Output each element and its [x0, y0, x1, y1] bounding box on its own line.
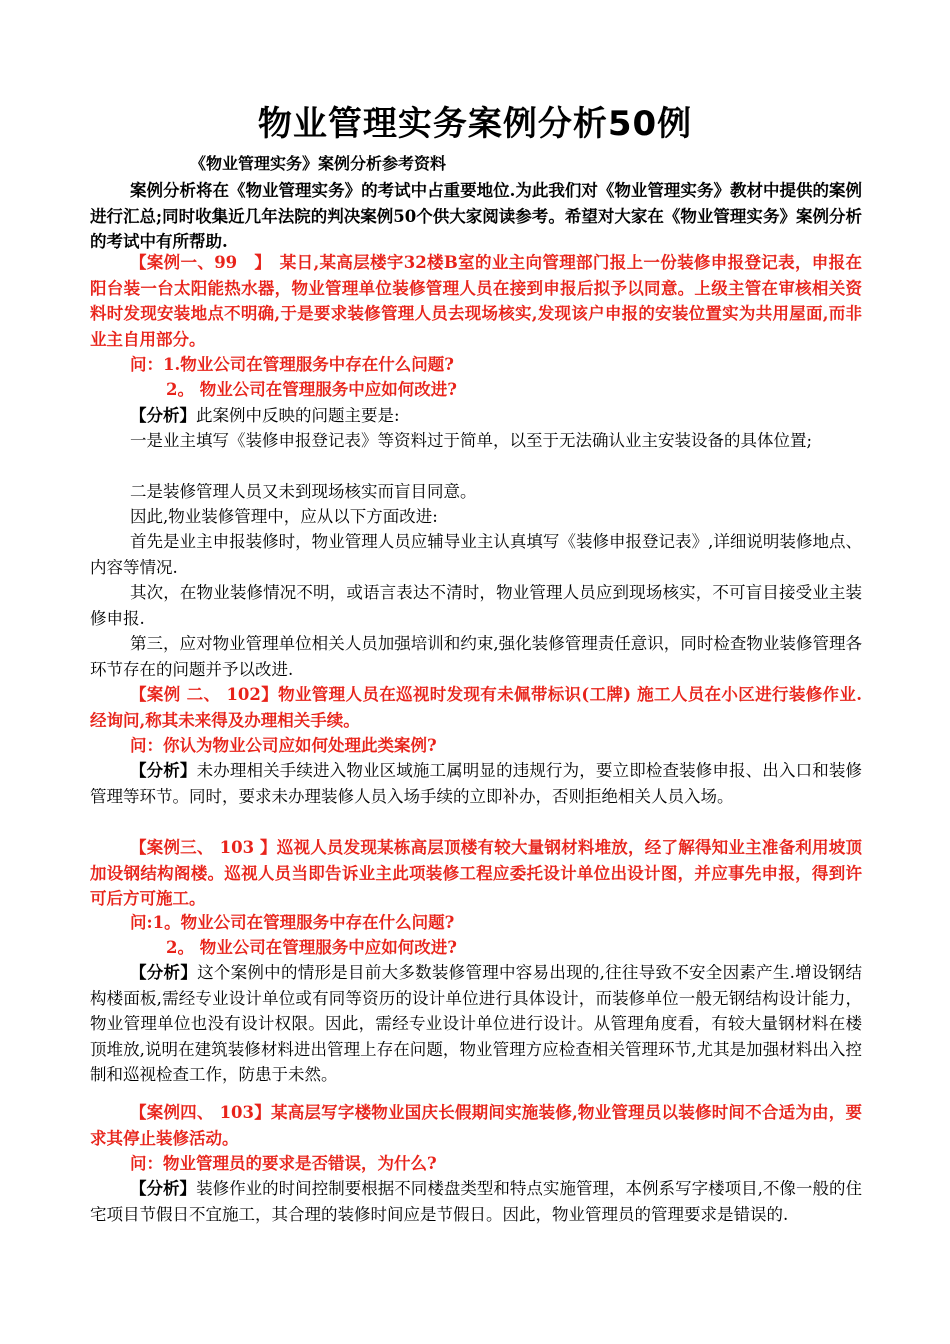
intro-paragraph: 案例分析将在《物业管理实务》的考试中占重要地位.为此我们对《物业管理实务》教材中提供的案例进行汇总;同时收集近几年法院的判决案例50个供大家阅读参考。希望对大家在《物业管理实务》案例分析的考试中有所帮助. [90, 181, 862, 251]
case3-analysis [90, 960, 862, 1088]
case1-question-2: 2。 物业公司在管理服务中应如何改进? [166, 380, 457, 399]
analysis-label: 【分析】 [130, 1179, 197, 1198]
case2-analysis [90, 758, 862, 809]
case2-question: 问：你认为物业公司应如何处理此类案例? [130, 736, 437, 755]
analysis-text: 此案例中反映的问题主要是: [196, 406, 400, 425]
case2-text: 【案例 二、 102】物业管理人员在巡视时发现有未佩带标识(工牌) 施工人员在小区进行装修作业.经询问,称其未来得及办理相关手续。 [90, 685, 862, 730]
case1-point-2: 二是装修管理人员又未到现场核实而盲目同意。 [130, 482, 477, 501]
case1-point-3: 因此,物业装修管理中，应从以下方面改进: [130, 507, 438, 526]
case4-question: 问：物业管理员的要求是否错误，为什么? [130, 1154, 437, 1173]
page-title: 物业管理实务案例分析50例 [257, 104, 693, 144]
case3-question-1: 问:1。物业公司在管理服务中存在什么问题? [130, 913, 455, 932]
case1-analysis-head [90, 403, 862, 429]
case1-point-6: 第三，应对物业管理单位相关人员加强培训和约束,强化装修管理责任意识，同时检查物业装修管理各环节存在的问题并予以改进. [90, 634, 862, 679]
case4-analysis [90, 1176, 862, 1227]
analysis-text: 未办理相关手续进入物业区域施工属明显的违规行为，要立即检查装修申报、出入口和装修管理等环节。同时，要求未办理装修人员入场手续的立即补办，否则拒绝相关人员入场。 [90, 761, 863, 806]
case1-point-4: 首先是业主申报装修时，物业管理人员应辅导业主认真填写《装修申报登记表》,详细说明装修地点、内容等情况. [90, 532, 862, 577]
case1-text: 【案例一、99 】 某日,某高层楼宇32楼B室的业主向管理部门报上一份装修申报登记表，申报在阳台装一台太阳能热水器，物业管理单位装修管理人员在接到申报后拟予以同意。上级主管在审核相关资料时发现安装地点不明确,于是要求装修管理人员去现场核实,发现该户申报的安装位置实为共用屋面,而非业主自用部分。 [90, 253, 862, 349]
analysis-text: 这个案例中的情形是目前大多数装修管理中容易出现的,往往导致不安全因素产生.增设钢结构楼面板,需经专业设计单位或有同等资历的设计单位进行具体设计，而装修单位一般无钢结构设计能力，物业管理单位也没有设计权限。因此，需经专业设计单位进行设计。从管理角度看，有较大量钢材料在楼顶堆放,说明在建筑装修材料进出管理上存在问题，物业管理方应检查相关管理环节,尤其是加强材料出入控制和巡视检查工作，防患于未然。 [90, 963, 862, 1084]
analysis-label: 【分析】 [130, 761, 197, 780]
analysis-label: 【分析】 [130, 406, 196, 425]
subtitle: 《物业管理实务》案例分析参考资料 [190, 154, 447, 173]
case3-question-2: 2。 物业公司在管理服务中应如何改进? [166, 938, 457, 957]
case3-text: 【案例三、 103 】巡视人员发现某栋高层顶楼有较大量钢材料堆放，经了解得知业主准备利用坡顶加设钢结构阁楼。巡视人员当即告诉业主此项装修工程应委托设计单位出设计图，并应事先申报，得到许可后方可施工。 [90, 838, 862, 908]
case1-question-1: 问：1.物业公司在管理服务中存在什么问题? [130, 355, 454, 374]
case1-point-1: 一是业主填写《装修申报登记表》等资料过于简单，以至于无法确认业主安装设备的具体位置; [130, 431, 813, 450]
analysis-label: 【分析】 [130, 963, 198, 982]
analysis-text: 装修作业的时间控制要根据不同楼盘类型和特点实施管理，本例系写字楼项目,不像一般的住宅项目节假日不宜施工，其合理的装修时间应是节假日。因此，物业管理员的管理要求是错误的. [90, 1179, 863, 1224]
case1-point-5: 其次，在物业装修情况不明，或语言表达不清时，物业管理人员应到现场核实，不可盲目接受业主装修申报. [90, 583, 862, 628]
case4-text: 【案例四、 103】某高层写字楼物业国庆长假期间实施装修,物业管理员以装修时间不合适为由，要求其停止装修活动。 [90, 1103, 862, 1148]
